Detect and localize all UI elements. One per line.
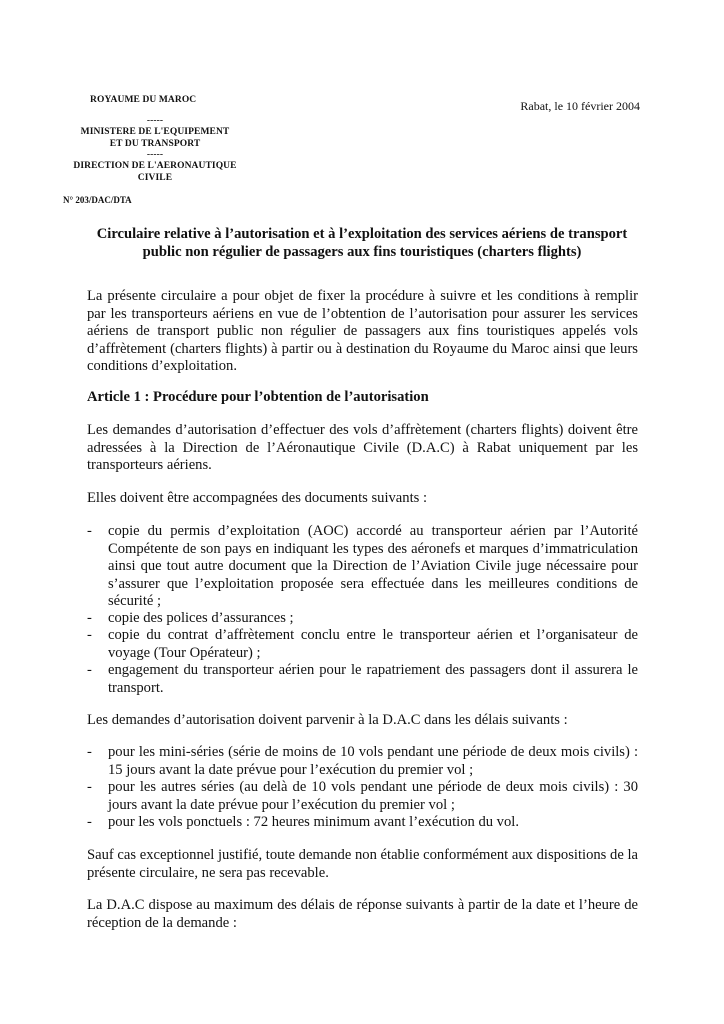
list-marker: -: [87, 814, 92, 830]
document-date: Rabat, le 10 février 2004: [520, 99, 640, 113]
article-1-paragraph: La D.A.C dispose au maximum des délais de réponse suivants à partir de la date et l’heure de réception de la demande :: [87, 897, 638, 931]
list-marker: -: [87, 610, 92, 626]
kingdom-label: ROYAUME DU MAROC: [90, 95, 197, 105]
article-1-paragraph: Sauf cas exceptionnel justifié, toute demande non établie conformément aux dispositions de la présente circulaire, ne sera pas recevable.: [87, 847, 638, 881]
list-item-text: copie des polices d’assurances ;: [108, 610, 294, 626]
reference-number: N° 203/DAC/DTA: [63, 195, 132, 205]
intro-paragraph: La présente circulaire a pour objet de fixer la procédure à suivre et les conditions à remplir par les transporteurs aériens en vue de l’obtention de l’autorisation pour assurer les services aériens de transport public non régulier de passagers aux fins touristiques appelés vols d’affrètement (charters flights) à partir ou à destination du Royaume du Maroc ainsi que leurs conditions d’exploitation.: [87, 288, 638, 374]
list-item-text: copie du contrat d’affrètement conclu entre le transporteur aérien et l’organisateur de voyage (Tour Opérateur) ;: [108, 627, 638, 661]
list-item-text: engagement du transporteur aérien pour le rapatriement des passagers dont il assurera le transport.: [108, 662, 638, 696]
list-item-text: pour les vols ponctuels : 72 heures minimum avant l’exécution du vol.: [108, 814, 519, 830]
list-marker: -: [87, 627, 92, 643]
list-item-text: pour les autres séries (au delà de 10 vols pendant une période de deux mois civils) : 30 jours avant la date prévue pour l’exécution du premier vol ;: [108, 779, 638, 813]
article-1-paragraph: Elles doivent être accompagnées des documents suivants :: [87, 490, 428, 506]
article-1-paragraph: Les demandes d’autorisation doivent parvenir à la D.A.C dans les délais suivants :: [87, 712, 568, 728]
header-separator: -----: [146, 116, 164, 126]
article-1-paragraph: Les demandes d’autorisation d’effectuer des vols d’affrètement (charters flights) doivent être adressées à la Direction de l’Aéronautique Civile (D.A.C) à Rabat uniquement par les transporteurs aériens.: [87, 422, 638, 473]
list-marker: -: [87, 662, 92, 678]
list-marker: -: [87, 744, 92, 760]
list-marker: -: [87, 779, 92, 795]
header-separator: -----: [146, 150, 164, 160]
list-item-text: pour les mini-séries (série de moins de 10 vols pendant une période de deux mois civils) : 15 jours avant la date prévue pour l’exécution du premier vol ;: [108, 744, 638, 778]
article-1-heading: Article 1 : Procédure pour l’obtention de l’autorisation: [87, 389, 429, 405]
ministry-line-1: MINISTERE DE L'EQUIPEMENT: [80, 127, 230, 137]
list-item-text: copie du permis d’exploitation (AOC) accordé au transporteur aérien par l’Autorité Compétente de son pays en indiquant les types des aéronefs et marques d’immatriculation ainsi que tout autre document que la Direction de l’Aviation Civile juge nécessaire pour s’assurer que l’exploitation proposée sera effectuée dans les meilleures conditions de sécurité ;: [108, 523, 638, 609]
ministry-line-2: ET DU TRANSPORT: [109, 139, 201, 149]
document-title: Circulaire relative à l’autorisation et à l’exploitation des services aériens de transport public non régulier de passagers aux fins touristiques (charters flights): [96, 226, 628, 260]
direction-line-1: DIRECTION DE L'AERONAUTIQUE: [73, 161, 237, 171]
direction-line-2: CIVILE: [137, 173, 173, 183]
list-marker: -: [87, 523, 92, 539]
